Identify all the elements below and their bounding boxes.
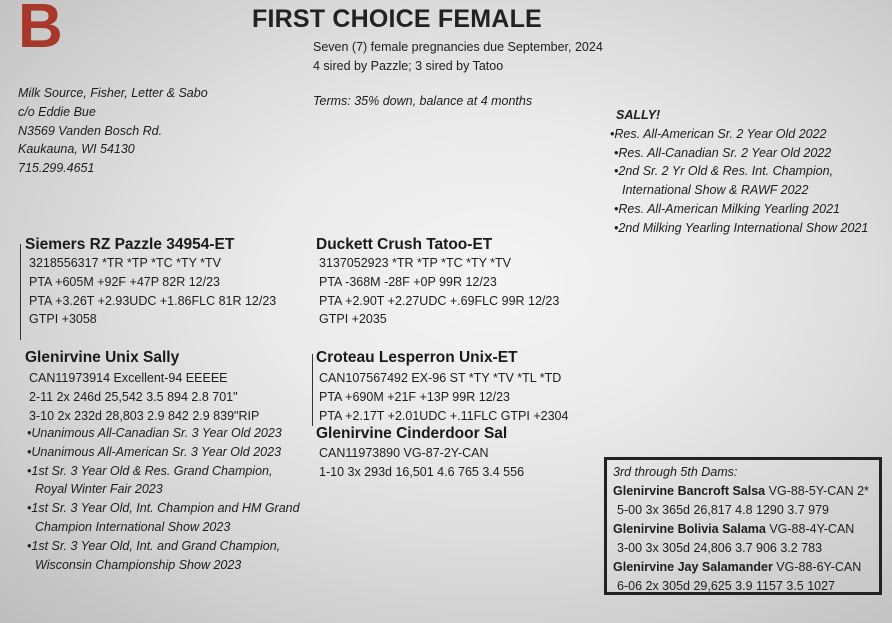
record-line: 2-11 2x 246d 25,542 3.5 894 2.8 701" xyxy=(29,389,238,404)
award-line: Wisconsin Championship Show 2023 xyxy=(35,557,242,572)
detail-line: CAN107567492 EX-96 ST *TY *TV *TL *TD xyxy=(319,371,562,385)
sire-name: Siemers RZ Pazzle 34954-ET xyxy=(25,236,235,253)
dam-awards xyxy=(27,424,300,574)
ancestral-dams-box xyxy=(604,457,882,595)
award-line: •Unanimous All-American Sr. 3 Year Old 2023 xyxy=(27,444,282,459)
detail-line: PTA +3.26T +2.93UDC +1.86FLC 81R 12/23 xyxy=(29,293,277,308)
award-line: •1st Sr. 3 Year Old & Res. Grand Champion, xyxy=(27,463,273,478)
contact-line: c/o Eddie Bue xyxy=(18,104,96,119)
sally-highlights xyxy=(610,106,868,238)
contact-line: Milk Source, Fisher, Letter & Sabo xyxy=(18,86,208,100)
dam-entry xyxy=(613,482,873,501)
terms: Terms: 35% down, balance at 4 months xyxy=(313,94,533,108)
record-line: 1-10 3x 293d 16,501 4.6 765 3.4 556 xyxy=(319,464,525,479)
dam-entry-name: Glenirvine Bolivia Salama xyxy=(613,522,766,536)
record-line: CAN11973914 Excellent-94 EEEEE xyxy=(29,371,228,385)
highlight-line: •Res. All-Canadian Sr. 2 Year Old 2022 xyxy=(614,145,832,160)
dam-entry-name: Glenirvine Jay Salamander xyxy=(613,560,773,574)
box-title: 3rd through 5th Dams: xyxy=(613,465,738,479)
contact-line: N3569 Vanden Bosch Rd. xyxy=(18,123,163,138)
highlight-line: •Res. All-American Sr. 2 Year Old 2022 xyxy=(610,126,827,141)
sally-title: SALLY! xyxy=(616,108,661,122)
award-line: •1st Sr. 3 Year Old, Int. and Grand Champion, xyxy=(27,538,281,553)
consignor-contact xyxy=(18,84,208,178)
sire-details xyxy=(319,254,559,329)
detail-line: PTA +2.17T +2.01UDC +.11FLC GTPI +2304 xyxy=(319,408,569,423)
sire-name: Duckett Crush Tatoo-ET xyxy=(316,236,493,253)
detail-line: GTPI +2035 xyxy=(319,312,387,327)
detail-line: 3137052923 *TR *TP *TC *TY *TV xyxy=(319,256,511,270)
detail-line: PTA +690M +21F +13P 99R 12/23 xyxy=(319,389,510,404)
pedigree-line xyxy=(312,354,313,426)
detail-line: 3218556317 *TR *TP *TC *TY *TV xyxy=(29,256,221,270)
dam-entry xyxy=(613,558,873,577)
highlight-line: •2nd Sr. 2 Yr Old & Res. Int. Champion, xyxy=(614,164,834,179)
award-line: Royal Winter Fair 2023 xyxy=(35,482,163,497)
dam-entry-class: VG-88-5Y-CAN 2* xyxy=(765,484,869,498)
award-line: Champion International Show 2023 xyxy=(35,519,231,534)
dam-entry-record: 3-00 3x 305d 24,806 3.7 906 3.2 783 xyxy=(617,541,823,555)
highlight-line: International Show & RAWF 2022 xyxy=(622,183,809,198)
pedigree-line xyxy=(20,244,21,340)
dam-entry-record: 6-06 2x 305d 29,625 3.9 1157 3.5 1027 xyxy=(617,579,836,593)
dam-sire-name: Croteau Lesperron Unix-ET xyxy=(316,349,518,366)
detail-line: PTA -368M -28F +0P 99R 12/23 xyxy=(319,274,497,289)
dam-entry-class: VG-88-6Y-CAN xyxy=(772,560,862,574)
dam-entry-record: 5-00 3x 365d 26,817 4.8 1290 3.7 979 xyxy=(617,503,829,517)
record-line: CAN11973890 VG-87-2Y-CAN xyxy=(319,446,489,460)
highlight-line: •2nd Milking Yearling International Show 2021 xyxy=(614,220,869,235)
dam-sire-details xyxy=(319,369,568,425)
dam-entry-class: VG-88-4Y-CAN xyxy=(765,522,855,536)
contact-line: 715.299.4651 xyxy=(18,161,95,176)
lot-letter: B xyxy=(18,0,63,61)
detail-line: GTPI +3058 xyxy=(29,312,97,327)
dam-entry-name: Glenirvine Bancroft Salsa xyxy=(613,484,766,498)
highlight-line: •Res. All-American Milking Yearling 2021 xyxy=(614,201,841,216)
award-line: •Unanimous All-Canadian Sr. 3 Year Old 2023 xyxy=(27,426,282,440)
record-line: 3-10 2x 232d 28,803 2.9 842 2.9 839"RIP xyxy=(29,408,260,423)
detail-line: PTA +605M +92F +47P 82R 12/23 xyxy=(29,274,220,289)
granddam-name: Glenirvine Cinderdoor Sal xyxy=(316,425,508,442)
description-line: 4 sired by Pazzle; 3 sired by Tatoo xyxy=(313,58,504,73)
description-line: Seven (7) female pregnancies due September, 2024 xyxy=(313,40,603,54)
detail-line: PTA +2.90T +2.27UDC +.69FLC 99R 12/23 xyxy=(319,293,560,308)
contact-line: Kaukauna, WI 54130 xyxy=(18,142,135,157)
sire-details xyxy=(29,254,276,329)
dam-name: Glenirvine Unix Sally xyxy=(25,349,180,366)
page-title: FIRST CHOICE FEMALE xyxy=(252,5,542,33)
lot-description xyxy=(313,38,603,76)
award-line: •1st Sr. 3 Year Old, Int. Champion and HM Grand xyxy=(27,501,300,516)
dam-records xyxy=(29,369,259,425)
granddam-records xyxy=(319,444,524,482)
dam-entry xyxy=(613,520,873,539)
